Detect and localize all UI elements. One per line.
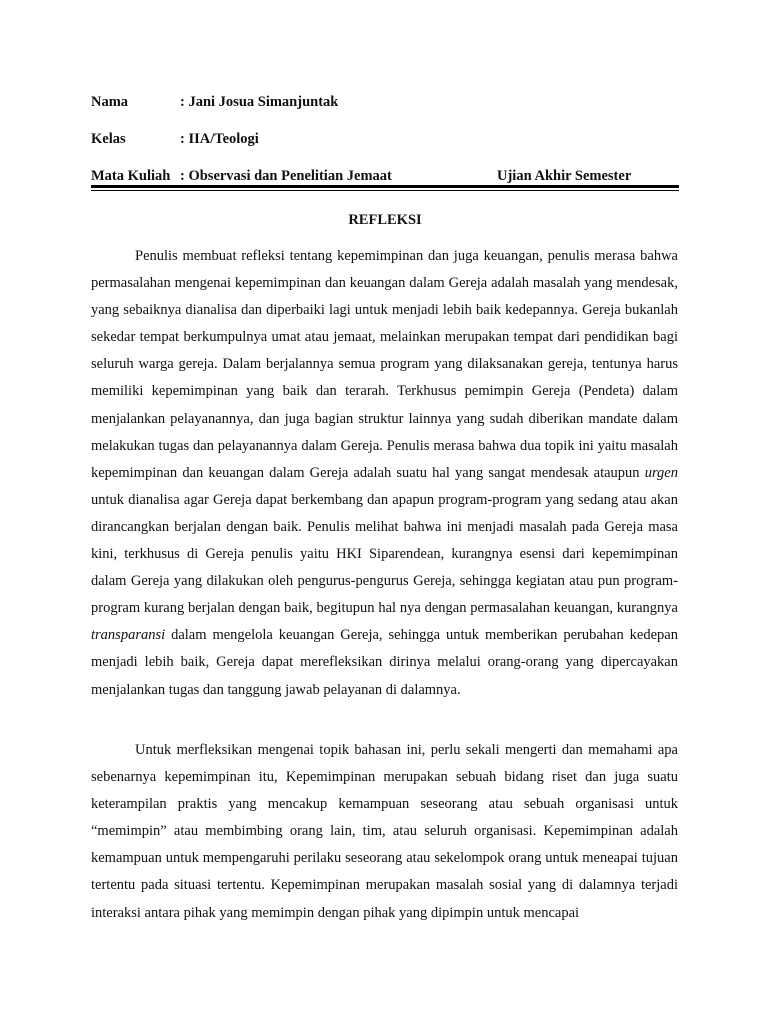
document-title: REFLEKSI (348, 212, 422, 228)
course-label: Mata Kuliah (91, 168, 171, 184)
header-divider-thick (91, 185, 679, 188)
paragraph-2-text: Untuk merfleksikan mengenai topik bahasan ini, perlu sekali mengerti dan memahami apa sebenarnya kepemimpinan itu, Kepemimpinan merupakan sebuah bidang riset dan juga suatu keterampilan praktis yang mencakup kemampuan seseorang atau sebuah organisasi untuk “memimpin” atau membimbing orang lain, tim, atau seluruh organisasi. Kepemimpinan adalah kemampuan untuk mempengaruhi perilaku seseorang atau sekelompok orang untuk meneapai tujuan tertentu pada situasi tertentu. Kepemimpinan merupakan masalah sosial yang di dalamnya terjadi interaksi antara pihak yang memimpin dengan pihak yang dipimpin untuk mencapai (91, 742, 678, 921)
name-row (91, 93, 679, 130)
class-row (91, 130, 679, 167)
exam-label: Ujian Akhir Semester (497, 168, 632, 184)
paragraph-1-text-b: untuk dianalisa agar Gereja dapat berkembang dan apapun program-program yang sedang atau akan dirancangkan berjalan dengan baik. Penulis melihat bahwa ini menjadi masalah pada Gereja masa kini, terkhusus di Gereja penulis yaitu HKI Siparendean, kurangnya esensi dari kepemimpinan dalam Gereja yang dilakukan oleh pengurus-pengurus Gereja, sehingga kegiatan atau pun program-program kurang berjalan dengan baik, begitupun hal nya dengan permasalahan keuangan, kurangnya (91, 491, 678, 617)
name-value: : Jani Josua Simanjuntak (180, 94, 339, 110)
paragraph-2 (91, 737, 678, 927)
paragraph-1-text-c: dalam mengelola keuangan Gereja, sehingga untuk memberikan perubahan kedepan menjadi lebih baik, Gereja dapat merefleksikan dirinya melalui orang-orang yang dipercayakan menjalankan tugas dan tanggung jawab pelayanan di dalamnya. (91, 627, 678, 698)
class-label: Kelas (91, 131, 126, 147)
paragraph-1 (91, 243, 678, 732)
paragraph-1-italic-transparansi: transparansi (91, 627, 166, 644)
class-value: : IIA/Teologi (180, 131, 259, 147)
name-label: Nama (91, 94, 129, 110)
paragraph-1-italic-urgen: urgen (644, 464, 678, 481)
header-divider-thin (91, 190, 679, 191)
paragraph-1-text-a: Penulis membuat refleksi tentang kepemimpinan dan juga keuangan, penulis merasa bahwa permasalahan mengenai kepemimpinan dan keuangan dalam Gereja adalah masalah yang mendesak, yang sebaiknya dianalisa dan diperbaiki lagi untuk menjadi lebih baik kedepannya. Gereja bukanlah sekedar tempat berkumpulnya umat atau jemaat, melainkan merupakan tempat dari pendidikan bagi seluruh warga gereja. Dalam berjalannya semua program yang dilaksanakan gereja, tentunya harus memiliki kepemimpinan yang baik dan terarah. Terkhusus pemimpin Gereja (Pendeta) dalam menjalankan pelayanannya, dan juga bagian struktur lainnya yang sudah diberikan mandate dalam melakukan tugas dan pelayanannya dalam Gereja. Penulis merasa bahwa dua topik ini yaitu masalah kepemimpinan dan keuangan dalam Gereja adalah suatu hal yang sangat mendesak ataupun (91, 248, 678, 481)
course-value: : Observasi dan Penelitian Jemaat (180, 168, 392, 184)
